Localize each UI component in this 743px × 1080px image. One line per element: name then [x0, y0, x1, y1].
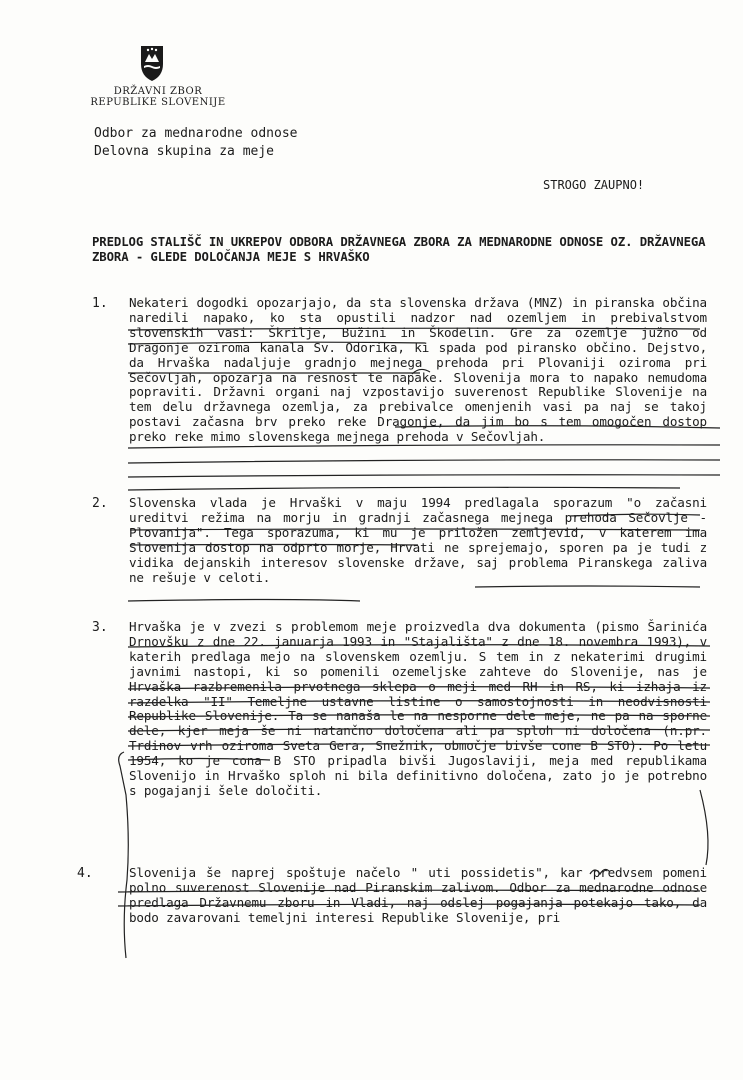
institution-line-1: DRŽAVNI ZBOR — [113, 86, 203, 97]
committee-name: Odbor za mednarodne odnose — [94, 126, 298, 141]
item-number: 3. — [92, 620, 108, 635]
item-text: Slovenija še naprej spoštuje načelo " uti possidetis", kar predvsem pomeni polno suverenost Slovenije nad Piranskim zalivom. Odbor za mednarodne odnose predlaga Državnemu zboru in Vladi, naj odslej pogajanja potekajo tako, da bodo zavarovani temeljni interesi Republike Slovenije, pri — [129, 865, 707, 925]
item-text: Slovenska vlada je Hrvaški v maju 1994 predlagala sporazum "o začasni ureditvi režima na morju in gradnji začasnega mejnega prehoda Sečovlje - Plovanija". Tega sporazuma, ki mu je priložen zemljevid, v katerem ima Slovenija dostop na odprto morje, Hrvati ne sprejemajo, sporen pa je tudi z vidika dejanskih interesov slovenske države, saj problema Piranskega zaliva ne rešuje v celoti. — [129, 495, 707, 585]
item-text: Hrvaška je v zvezi s problemom meje proizvedla dva dokumenta (pismo Šarinića Drnovšku z dne 22. januarja 1993 in "Stajališta" z dne 18. novembra 1993), v katerih predlaga mejo na slovenskem ozemlju. S tem in z nekaterimi drugimi javnimi nastopi, ki so pomenili ozemeljske zahteve do Slovenije, nas je Hrvaška razbremenila prvotnega sklepa o meji med RH in RS, ki izhaja iz razdelka "II" Temeljne ustavne listine o samostojnosti in neodvisnosti Republike Slovenije. Ta se nanaša le na nesporne dele meje, ne pa na sporne dele, kjer meja še ni natančno določena ali pa sploh ni določena (n.pr. Trdinov vrh oziroma Sveta Gera, Snežnik, območje bivše cone B STO). Po letu 1954, ko je cona B STO pripadla bivši Jugoslaviji, meja med republikama Slovenijo in Hrvaško sploh ni bila definitivno določena, zato jo je potrebno s pogajanji šele določiti. — [129, 619, 707, 798]
classification-label: STROGO ZAUPNO! — [543, 178, 645, 192]
institution-line-2: REPUBLIKE SLOVENIJE — [90, 97, 226, 108]
item-number: 1. — [92, 296, 108, 311]
item-text: Nekateri dogodki opozarjajo, da sta slovenska država (MNZ) in piranska občina naredili napako, ko sta opustili nadzor nad ozemljem in prebivalstvom slovenskih vasi: Škrilje, Bužini in Škodelin. Gre za ozemlje južno od Dragonje oziroma kanala Sv. Odorika, ki spada pod piransko občino. Dejstvo, da Hrvaška nadaljuje gradnjo mejnega prehoda pri Plovaniji oziroma pri Sečovljah, opozarja na resnost te napake. Slovenija mora to napako nemudoma popraviti. Državni organi naj vzpostavijo suverenost Republike Slovenije na tem delu državnega ozemlja, za prebivalce omenjenih vasi pa naj se takoj postavi začasna brv preko reke Dragonje, da jim bo s tem omogočen dostop preko reke mimo slovenskega mejnega prehoda v Sečovljah. — [129, 295, 707, 445]
item-number: 2. — [92, 496, 108, 511]
working-group-name: Delovna skupina za meje — [94, 144, 275, 159]
document-title: PREDLOG STALIŠČ IN UKREPOV ODBORA DRŽAVNEGA ZBORA ZA MEDNARODNE ODNOSE OZ. DRŽAVNEGA ZBORA - GLEDE DOLOČANJA MEJE S HRVAŠKO — [92, 235, 706, 264]
item-number: 4. — [77, 866, 93, 881]
